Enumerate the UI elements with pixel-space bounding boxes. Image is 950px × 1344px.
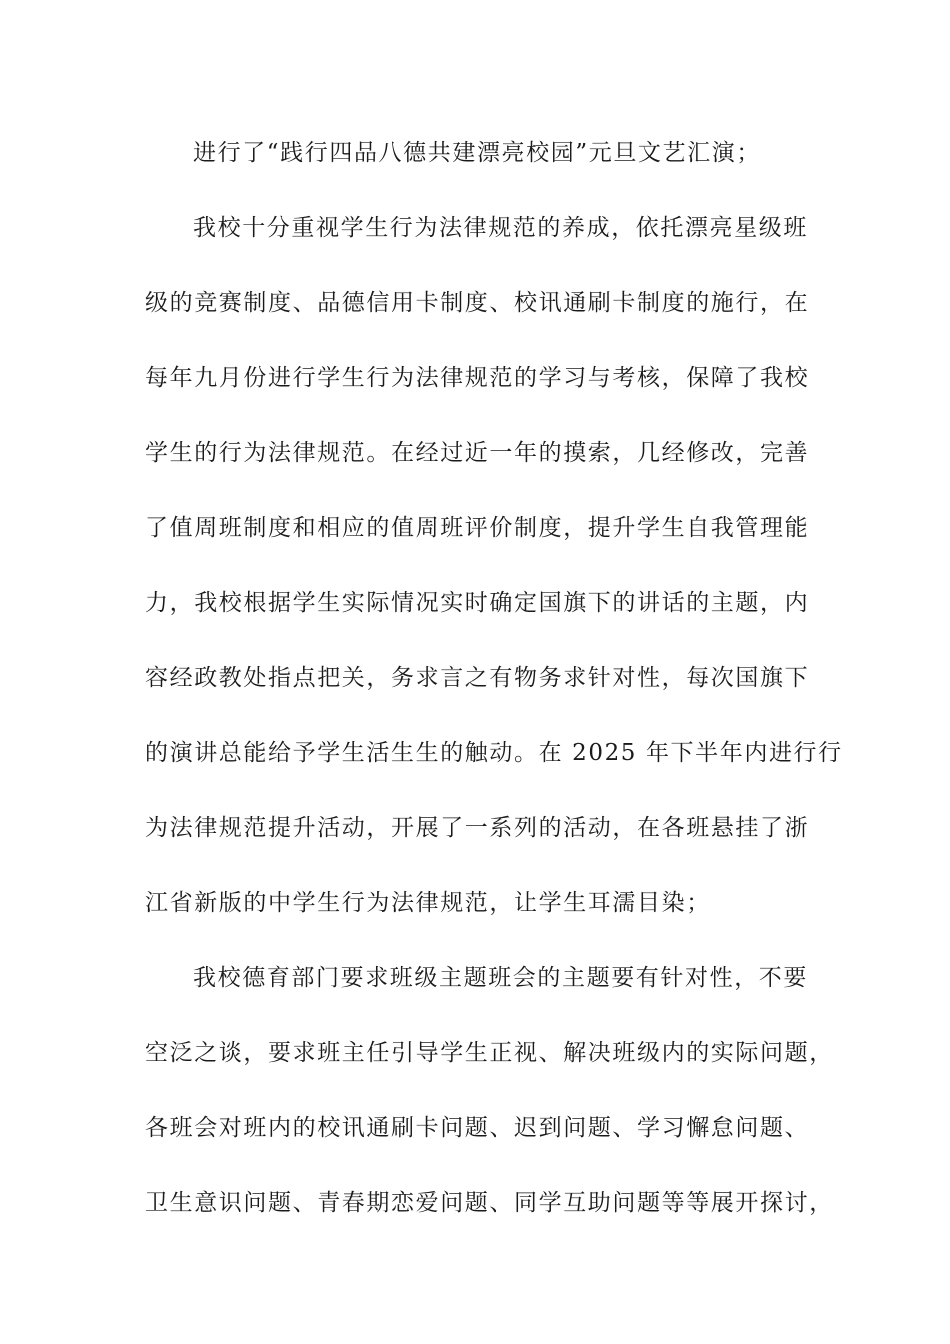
paragraph-2-line-4: 学生的行为法律规范。在经过近一年的摸索，几经修改，完善 [145, 440, 810, 466]
paragraph-2-line-7: 容经政教处指点把关，务求言之有物务求针对性，每次国旗下 [145, 665, 810, 691]
paragraph-2-line-5: 了值周班制度和相应的值周班评价制度，提升学生自我管理能 [145, 515, 810, 541]
paragraph-2-line-2: 级的竞赛制度、品德信用卡制度、校讯通刷卡制度的施行，在 [145, 290, 810, 316]
paragraph-3-line-4: 卫生意识问题、青春期恋爱问题、同学互助问题等等展开探讨， [145, 1190, 834, 1216]
paragraph-2-line-9: 为法律规范提升活动，开展了一系列的活动，在各班悬挂了浙 [145, 815, 810, 841]
paragraph-3-line-1: 我校德育部门要求班级主题班会的主题要有针对性，不要 [193, 965, 808, 991]
paragraph-3-line-3: 各班会对班内的校讯通刷卡问题、迟到问题、学习懈怠问题、 [145, 1115, 810, 1141]
paragraph-2-line-10: 江省新版的中学生行为法律规范，让学生耳濡目染； [145, 890, 711, 916]
paragraph-3-line-2: 空泛之谈，要求班主任引导学生正视、解决班级内的实际问题， [145, 1040, 834, 1066]
paragraph-2-line-3: 每年九月份进行学生行为法律规范的学习与考核，保障了我校 [145, 365, 810, 391]
paragraph-2-line-6: 力，我校根据学生实际情况实时确定国旗下的讲话的主题，内 [145, 590, 810, 616]
paragraph-1-line-1: 进行了“践行四品八德共建漂亮校园”元旦文艺汇演； [193, 140, 761, 166]
paragraph-2-line-8: 的演讲总能给予学生活生生的触动。在 2025 年下半年内进行行 [145, 740, 843, 766]
paragraph-2-line-1: 我校十分重视学生行为法律规范的养成，依托漂亮星级班 [193, 215, 808, 241]
